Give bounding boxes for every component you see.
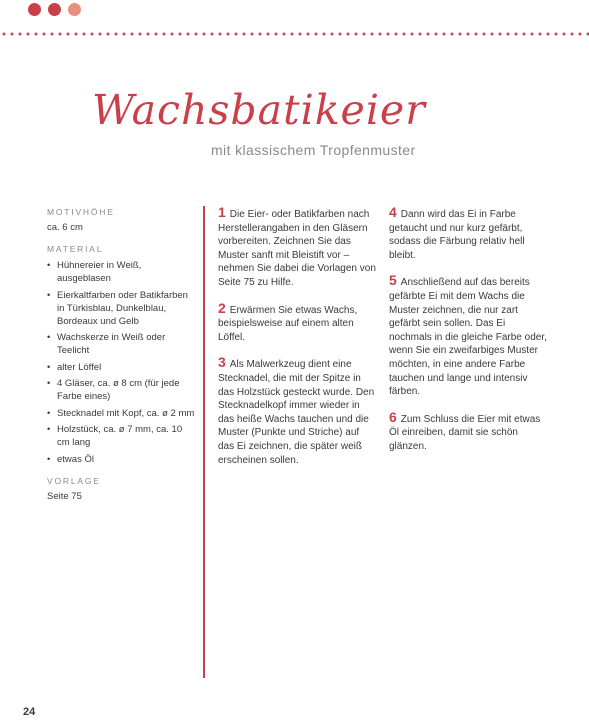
steps-column-1 (218, 206, 376, 479)
vorlage-label: VORLAGE (47, 475, 101, 486)
materials-sidebar (47, 206, 197, 503)
dot-3 (68, 3, 81, 16)
step-number: 6 (389, 408, 397, 425)
step-text: Die Eier- oder Batikfarben nach Herstellerangaben in den Gläsern vorbereiten. Zeichnen Sie das Muster sanft mit Bleistift vor – nehmen Sie dabei die Vorlagen von Seite 75 zu Hilfe. (218, 209, 376, 288)
step-1 (218, 206, 376, 290)
materials-list (47, 259, 197, 466)
step-text: Erwärmen Sie etwas Wachs, beispielsweise auf einem alten Löffel. (218, 304, 358, 343)
list-item: • etwas Öl (47, 453, 197, 466)
list-item: • alter Löffel (47, 361, 197, 374)
dot-1 (28, 3, 41, 16)
step-2 (218, 299, 376, 345)
list-item: • Wachskerze in Weiß oder Teelicht (47, 331, 197, 357)
step-4 (389, 206, 549, 262)
material-label: MATERIAL (47, 244, 104, 254)
steps-column-2 (389, 206, 549, 466)
dotted-divider (0, 32, 589, 36)
decorative-dots (28, 3, 81, 16)
page-subtitle: mit klassischem Tropfenmuster (211, 142, 416, 158)
list-item: • Hühnereier in Weiß, ausgeblasen (47, 259, 197, 285)
list-item: • Eierkaltfarben oder Batikfarben in Türkisblau, Dunkelblau, Bordeaux und Gelb (47, 289, 197, 328)
column-divider (203, 206, 205, 678)
step-text: Dann wird das Ei in Farbe getaucht und nur kurz gefärbt, sodass die Färbung relativ hell bleibt. (389, 209, 525, 261)
step-number: 5 (389, 272, 397, 289)
step-text: Zum Schluss die Eier mit etwas Öl einreiben, damit sie schön glänzen. (389, 413, 541, 452)
step-3 (218, 356, 376, 467)
list-item: • 4 Gläser, ca. ø 8 cm (für jede Farbe eines) (47, 377, 197, 403)
step-text: Als Malwerkzeug dient eine Stecknadel, die mit der Spitze in das Holzstück gesteckt wurde. Den Stecknadelkopf immer wieder in das heiße Wachs tauchen und die Muster (Punkte und Striche) auf das Ei zeichnen, die später weiß erscheinen sollen. (218, 359, 375, 466)
step-6 (389, 408, 549, 454)
step-number: 2 (218, 299, 226, 316)
vorlage-value: Seite 75 (47, 490, 82, 502)
page-title: Wachsbatikeier (92, 86, 426, 134)
motivhoehe-label: MOTIVHÖHE (47, 207, 115, 217)
list-item: • Stecknadel mit Kopf, ca. ø 2 mm (47, 407, 197, 420)
list-item: • Holzstück, ca. ø 7 mm, ca. 10 cm lang (47, 423, 197, 449)
step-number: 4 (389, 204, 397, 220)
dot-2 (48, 3, 61, 16)
step-5 (389, 274, 549, 398)
step-text: Anschließend auf das bereits gefärbte Ei mit dem Wachs die Muster zeichnen, die nur zart gefärbt sein sollen. Das Ei nochmals in die gleiche Farbe oder, wenn Sie ein zweifarbiges Muster möchten, in eine andere Farbe tauchen und lange und intensiv färben. (389, 277, 547, 398)
step-number: 3 (218, 354, 226, 371)
page-number: 24 (23, 706, 36, 718)
step-number: 1 (218, 204, 226, 220)
motivhoehe-value: ca. 6 cm (47, 222, 83, 233)
